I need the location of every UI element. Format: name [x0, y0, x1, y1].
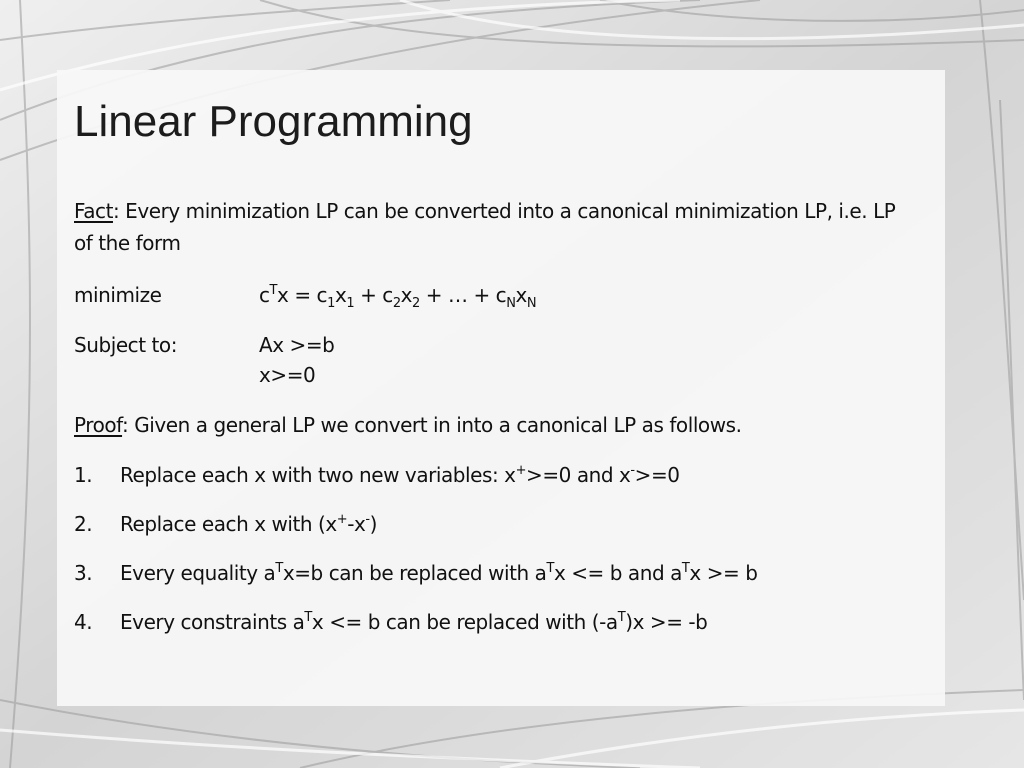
- fact-line-1: [74, 196, 895, 226]
- fact-text-1: : Every minimization LP can be converted into a canonical minimization LP, i.e. LP: [112, 199, 896, 223]
- fact-line-2: of the form: [74, 231, 181, 255]
- list-number: 3.: [74, 561, 93, 585]
- proof-label: Proof: [74, 413, 123, 437]
- minimize-label: minimize: [74, 283, 162, 307]
- list-number: 4.: [74, 610, 93, 634]
- list-text: Every equality $a^Tx=b$ can be replaced with $a^Tx <= b$ and $a^Tx >= b$: [120, 561, 758, 585]
- objective-function: $c^Tx = c_1x_1 + c_2x_2$ + … + $c_Nx_N$: [259, 283, 537, 311]
- slide-title: Linear Programming: [74, 97, 473, 146]
- subject-to-label: Subject to:: [74, 333, 177, 357]
- fact-label: Fact: [74, 199, 113, 223]
- list-text: Replace each x with (x+-x-): [120, 512, 377, 536]
- constraint-1: Ax >=b: [259, 333, 335, 357]
- proof-line: [74, 410, 742, 440]
- list-number: 2.: [74, 512, 93, 536]
- list-text: Replace each x with two new variables: x+>=0 and x->=0: [120, 463, 680, 487]
- constraints-row: [74, 330, 974, 360]
- list-text: Every constraints $a^Tx <= b$ can be replaced with $(-a^T)x >= -b$: [120, 610, 708, 634]
- proof-text: : Given a general LP we convert in into a canonical LP as follows.: [122, 413, 742, 437]
- objective-row: [74, 280, 974, 310]
- constraint-2: x>=0: [259, 363, 316, 387]
- list-number: 1.: [74, 463, 93, 487]
